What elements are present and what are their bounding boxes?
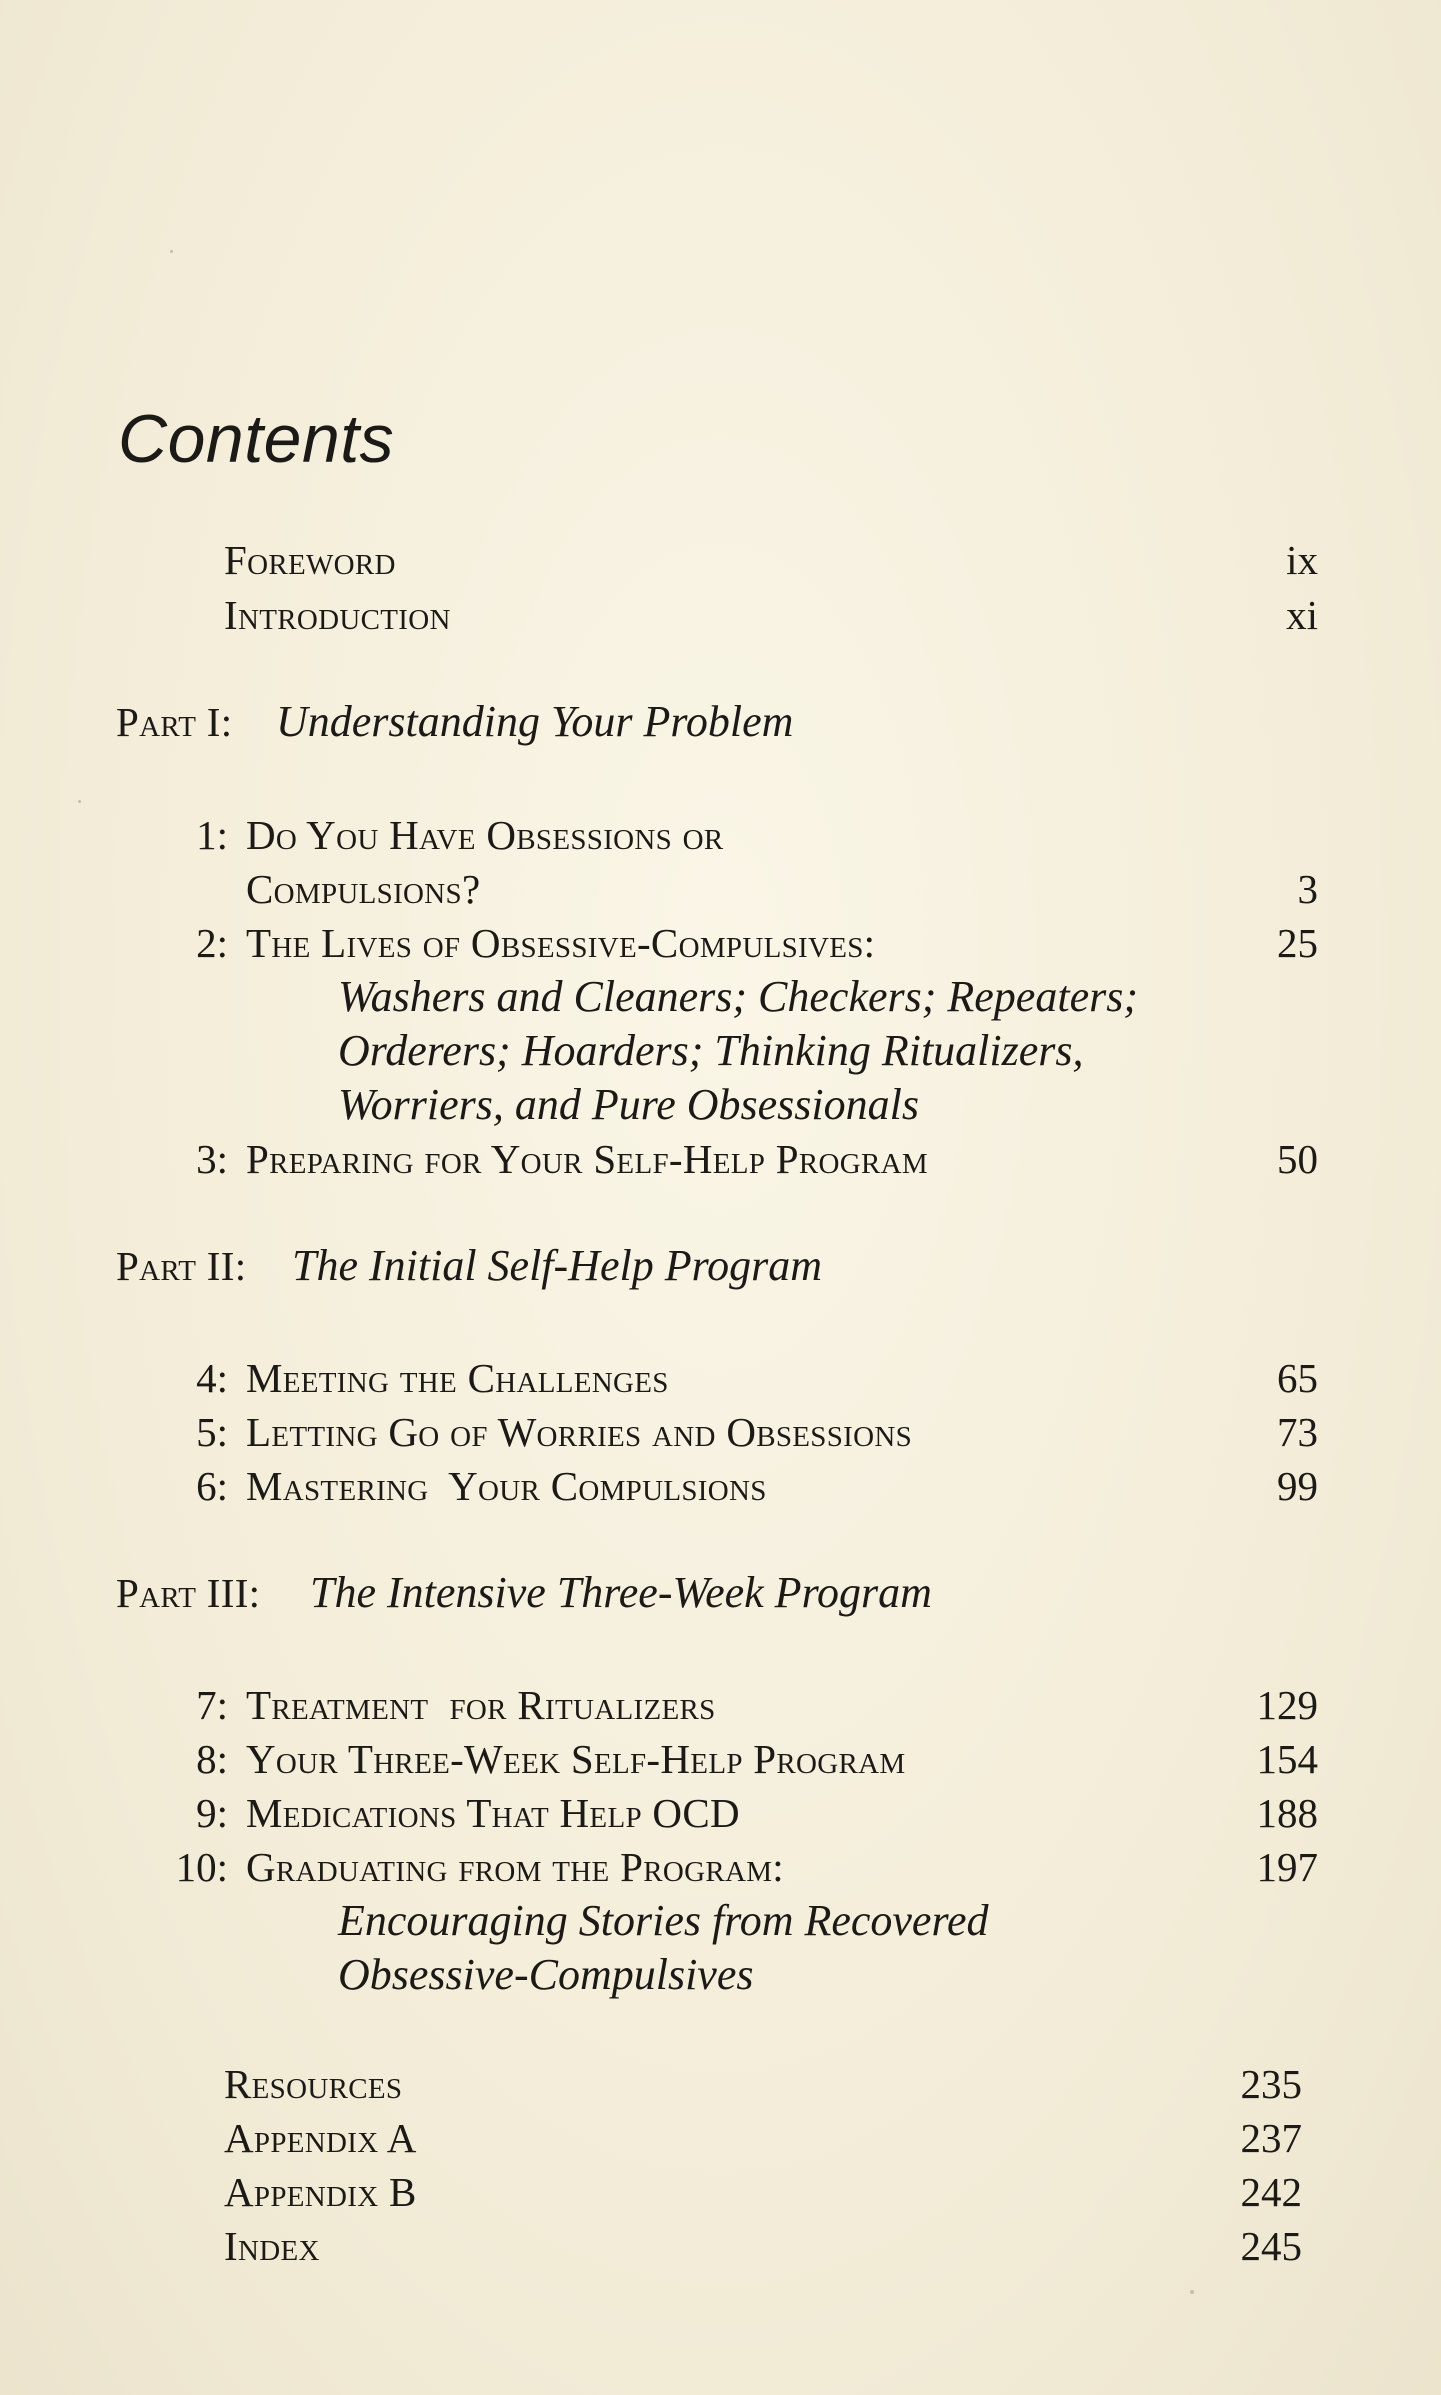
toc-entry-foreword (0, 532, 1441, 588)
chapter-subtitle-line (0, 1947, 1441, 2003)
chapter-subtitle: Encouraging Stories from Recovered (338, 1896, 989, 1945)
toc-entry-introduction (0, 587, 1441, 643)
entry-page-number: 242 (1240, 2169, 1302, 2215)
chapter-subtitle: Washers and Cleaners; Checkers; Repeaters; (338, 972, 1138, 1021)
chapter-title: The Lives of Obsessive-Compulsives: (246, 920, 876, 966)
chapter-title-continued: Compulsions? (246, 866, 481, 912)
page-title: Contents (118, 401, 395, 477)
entry-page-number: 65 (1277, 1355, 1318, 1401)
chapter-title: Letting Go of Worries and Obsessions (246, 1409, 913, 1455)
entry-label: Introduction (224, 592, 451, 638)
chapter-title: Mastering Your Compulsions (246, 1463, 767, 1509)
chapter-title: Meeting the Challenges (246, 1355, 669, 1401)
chapter-number: 2: (196, 920, 228, 966)
toc-entry-appendix-b (0, 2164, 1441, 2220)
part-label: Part III: (116, 1570, 261, 1616)
entry-label: Index (224, 2223, 320, 2269)
toc-entry-index (0, 2218, 1441, 2274)
entry-page-number: 237 (1240, 2115, 1302, 2161)
chapter-number: 6: (196, 1463, 228, 1509)
entry-page-number: 25 (1277, 920, 1318, 966)
chapter-subtitle-line (0, 1893, 1441, 1949)
chapter-title: Do You Have Obsessions or (246, 812, 724, 858)
part-heading-3 (0, 1565, 1441, 1621)
chapter-number: 7: (196, 1682, 228, 1728)
entry-label: Appendix B (224, 2169, 417, 2215)
toc-chapter-1 (0, 807, 1441, 863)
entry-page-number: 197 (1256, 1844, 1318, 1890)
entry-page-number: 154 (1256, 1736, 1318, 1782)
toc-chapter-9 (0, 1785, 1441, 1841)
entry-label: Resources (224, 2061, 403, 2107)
entry-label: Foreword (224, 537, 396, 583)
chapter-number: 4: (196, 1355, 228, 1401)
entry-page-number: 3 (1297, 866, 1318, 912)
paper-speck (170, 250, 173, 253)
entry-page-number: 245 (1240, 2223, 1302, 2269)
toc-chapter-10 (0, 1839, 1441, 1895)
part-label: Part I: (116, 699, 233, 745)
part-title: The Initial Self-Help Program (292, 1241, 822, 1290)
part-heading-1 (0, 694, 1441, 750)
entry-label: Appendix A (224, 2115, 417, 2161)
toc-chapter-6 (0, 1458, 1441, 1514)
chapter-number: 1: (196, 812, 228, 858)
toc-entry-resources (0, 2056, 1441, 2112)
part-label: Part II: (116, 1243, 247, 1289)
chapter-title: Treatment for Ritualizers (246, 1682, 716, 1728)
entry-page-number: 73 (1277, 1409, 1318, 1455)
entry-page-number: 129 (1256, 1682, 1318, 1728)
entry-page-number: ix (1286, 537, 1318, 583)
paper-speck (78, 800, 81, 803)
toc-chapter-4 (0, 1350, 1441, 1406)
part-heading-2 (0, 1238, 1441, 1294)
toc-chapter-3 (0, 1131, 1441, 1187)
part-title: Understanding Your Problem (276, 697, 794, 746)
chapter-subtitle-line (0, 1023, 1441, 1079)
part-title: The Intensive Three-Week Program (310, 1568, 932, 1617)
chapter-title: Preparing for Your Self-Help Program (246, 1136, 928, 1182)
entry-page-number: 99 (1277, 1463, 1318, 1509)
chapter-title: Your Three-Week Self-Help Program (246, 1736, 906, 1782)
chapter-number: 10: (175, 1844, 228, 1890)
toc-chapter-8 (0, 1731, 1441, 1787)
chapter-number: 8: (196, 1736, 228, 1782)
entry-page-number: xi (1286, 592, 1318, 638)
chapter-number: 5: (196, 1409, 228, 1455)
chapter-subtitle: Worriers, and Pure Obsessionals (338, 1080, 920, 1129)
chapter-subtitle: Obsessive-Compulsives (338, 1950, 754, 1999)
paper-speck (1190, 2290, 1194, 2294)
toc-chapter-7 (0, 1677, 1441, 1733)
toc-entry-appendix-a (0, 2110, 1441, 2166)
chapter-subtitle: Orderers; Hoarders; Thinking Ritualizers, (338, 1026, 1084, 1075)
toc-chapter-1-cont (0, 861, 1441, 917)
entry-page-number: 235 (1240, 2061, 1302, 2107)
chapter-title: Medications That Help OCD (246, 1790, 740, 1836)
chapter-subtitle-line (0, 1077, 1441, 1133)
chapter-number: 9: (196, 1790, 228, 1836)
entry-page-number: 50 (1277, 1136, 1318, 1182)
toc-chapter-2 (0, 915, 1441, 971)
entry-page-number: 188 (1256, 1790, 1318, 1836)
chapter-number: 3: (196, 1136, 228, 1182)
chapter-subtitle-line (0, 969, 1441, 1025)
chapter-title: Graduating from the Program: (246, 1844, 784, 1890)
toc-chapter-5 (0, 1404, 1441, 1460)
